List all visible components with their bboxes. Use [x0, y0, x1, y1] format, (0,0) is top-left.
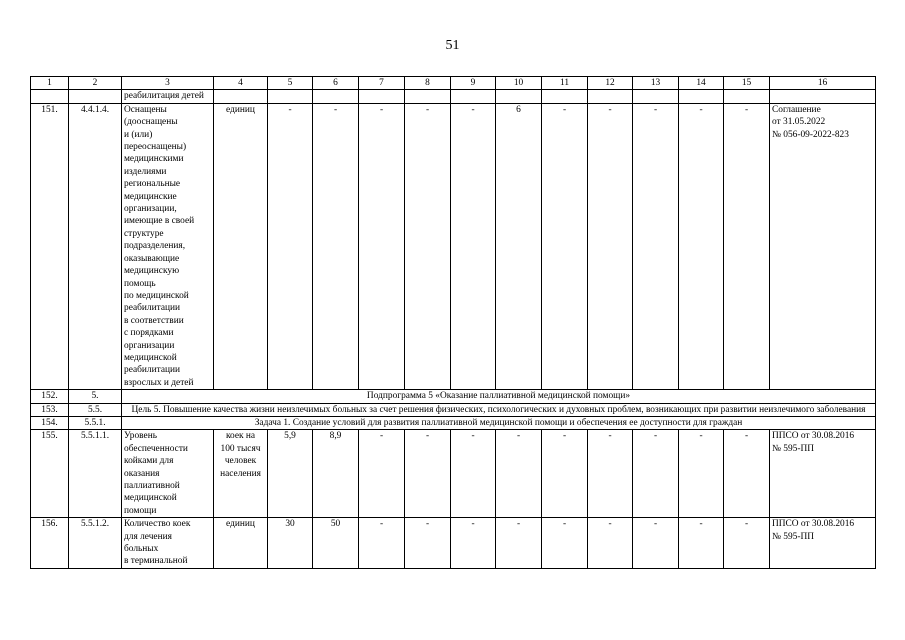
column-header: 15	[724, 77, 770, 90]
cell-value: -	[633, 103, 679, 389]
cell-line: переоснащены)	[124, 142, 187, 153]
cell-value: -	[405, 103, 451, 389]
cell-line: оказания	[124, 468, 160, 479]
cell-line: медицинскую	[124, 266, 180, 277]
table-row	[31, 390, 876, 403]
cell-line: медицинской	[124, 493, 177, 504]
cell-line: региональные	[124, 179, 181, 190]
cell-basis	[770, 430, 876, 518]
cell-line: структуре	[124, 228, 164, 239]
cell-name	[122, 518, 214, 569]
cell-line: оказывающие	[124, 253, 180, 264]
table-row	[31, 416, 876, 429]
cell-code	[69, 90, 122, 103]
cell-line: койками для	[124, 456, 174, 467]
cell-unit: единиц	[214, 103, 268, 389]
cell-value: -	[588, 518, 633, 569]
column-header: 2	[69, 77, 122, 90]
cell-line: человек	[224, 456, 257, 467]
cell-line: коек на	[225, 431, 256, 442]
cell-value: -	[542, 430, 588, 518]
cell-value: -	[679, 430, 724, 518]
cell-line: изделиями	[124, 166, 167, 177]
cell-line: (дооснащены	[124, 117, 178, 128]
cell-value: -	[679, 518, 724, 569]
cell-value: 50	[313, 518, 359, 569]
column-header: 1	[31, 77, 69, 90]
cell-value: -	[542, 103, 588, 389]
column-header: 16	[770, 77, 876, 90]
column-header: 9	[451, 77, 496, 90]
cell-line: помощь	[124, 278, 156, 289]
cell-value: 5,9	[268, 430, 313, 518]
column-header: 12	[588, 77, 633, 90]
cell-line: с порядками	[124, 328, 174, 339]
cell-num: 154.	[31, 416, 69, 429]
cell-line: организации	[124, 340, 175, 351]
cell-value: -	[313, 103, 359, 389]
cell-line: № 595-ПП	[772, 443, 815, 454]
column-header: 4	[214, 77, 268, 90]
cell-value: -	[724, 103, 770, 389]
cell-basis	[770, 518, 876, 569]
cell-line: медицинской	[124, 352, 177, 363]
cell-line: № 056-09-2022-823	[772, 129, 849, 140]
column-header: 3	[122, 77, 214, 90]
cell-value: 8,9	[313, 430, 359, 518]
column-header: 13	[633, 77, 679, 90]
column-header: 10	[496, 77, 542, 90]
cell-name: реабилитация детей	[122, 90, 214, 103]
table-row	[31, 403, 876, 416]
cell-value: 6	[496, 103, 542, 389]
cell-code: 5.5.1.2.	[69, 518, 122, 569]
cell-line: в терминальной	[124, 556, 188, 567]
cell-value: -	[451, 103, 496, 389]
cell-line: для лечения	[124, 531, 172, 542]
cell-unit	[214, 90, 268, 103]
cell-value: 30	[268, 518, 313, 569]
column-header: 6	[313, 77, 359, 90]
cell-line: населения	[220, 468, 261, 479]
cell-basis	[770, 103, 876, 389]
header-row	[31, 77, 876, 90]
table-row	[31, 430, 876, 518]
table-row	[31, 518, 876, 569]
cell-line: больных	[124, 544, 159, 555]
cell-line: в соответствии	[124, 315, 184, 326]
cell-line: Уровень	[124, 431, 158, 442]
cell-line: помощи	[124, 505, 157, 516]
cell-line: по медицинской	[124, 290, 189, 301]
cell-basis	[770, 90, 876, 103]
cell-value: -	[542, 518, 588, 569]
column-header: 7	[359, 77, 405, 90]
cell-line: организации,	[124, 204, 177, 215]
column-header: 14	[679, 77, 724, 90]
cell-value: -	[359, 103, 405, 389]
cell-unit: единиц	[214, 518, 268, 569]
cell-value: -	[588, 430, 633, 518]
cell-line: Соглашение	[772, 104, 821, 115]
cell-num	[31, 90, 69, 103]
cell-line: реабилитации	[124, 303, 181, 314]
cell-line: Оснащены	[124, 104, 167, 115]
cell-line: от 31.05.2022	[772, 117, 826, 128]
cell-num: 151.	[31, 103, 69, 389]
cell-value: -	[359, 518, 405, 569]
page-number: 51	[445, 38, 460, 53]
cell-line: реабилитации	[124, 365, 181, 376]
cell-line: обеспеченности	[124, 443, 188, 454]
cell-code: 4.4.1.4.	[69, 103, 122, 389]
cell-num: 156.	[31, 518, 69, 569]
table-row	[31, 90, 876, 103]
cell-num: 155.	[31, 430, 69, 518]
subprogram-heading: Подпрограмма 5 «Оказание паллиативной медицинской помощи»	[122, 390, 876, 403]
cell-num: 152.	[31, 390, 69, 403]
cell-line: ППСО от 30.08.2016	[772, 519, 855, 530]
cell-value: -	[679, 103, 724, 389]
column-header: 5	[268, 77, 313, 90]
cell-line: № 595-ПП	[772, 531, 815, 542]
cell-value: -	[496, 430, 542, 518]
cell-line: взрослых и детей	[124, 377, 194, 388]
cell-line: ППСО от 30.08.2016	[772, 431, 855, 442]
cell-value: -	[496, 518, 542, 569]
cell-line: 100 тысяч	[220, 443, 261, 454]
column-header: 11	[542, 77, 588, 90]
cell-value: -	[633, 518, 679, 569]
cell-code: 5.5.	[69, 403, 122, 416]
table-row	[31, 103, 876, 389]
cell-line: Количество коек	[124, 519, 191, 530]
indicators-table	[30, 76, 876, 569]
column-header: 8	[405, 77, 451, 90]
cell-line: медицинские	[124, 191, 177, 202]
cell-value: -	[359, 430, 405, 518]
cell-value: -	[724, 518, 770, 569]
cell-value: -	[588, 103, 633, 389]
cell-num: 153.	[31, 403, 69, 416]
goal-heading: Цель 5. Повышение качества жизни неизлечимых больных за счет решения физических, психологических и духовных проблем, возникающих при развитии неизлечимого заболевания	[122, 403, 876, 416]
cell-value: -	[405, 518, 451, 569]
cell-name	[122, 103, 214, 389]
cell-line: и (или)	[124, 129, 153, 140]
cell-line: медицинскими	[124, 154, 184, 165]
cell-code: 5.5.1.1.	[69, 430, 122, 518]
cell-line: имеющие в своей	[124, 216, 195, 227]
cell-value: -	[451, 518, 496, 569]
task-heading: Задача 1. Создание условий для развития паллиативной медицинской помощи и обеспечения ее доступности для граждан	[122, 416, 876, 429]
cell-value: -	[724, 430, 770, 518]
cell-value: -	[268, 103, 313, 389]
cell-value: -	[405, 430, 451, 518]
cell-name	[122, 430, 214, 518]
cell-value: -	[633, 430, 679, 518]
cell-value: -	[451, 430, 496, 518]
cell-unit	[214, 430, 268, 518]
cell-code: 5.	[69, 390, 122, 403]
cell-code: 5.5.1.	[69, 416, 122, 429]
cell-line: паллиативной	[124, 481, 180, 491]
cell-line: подразделения,	[124, 241, 186, 252]
